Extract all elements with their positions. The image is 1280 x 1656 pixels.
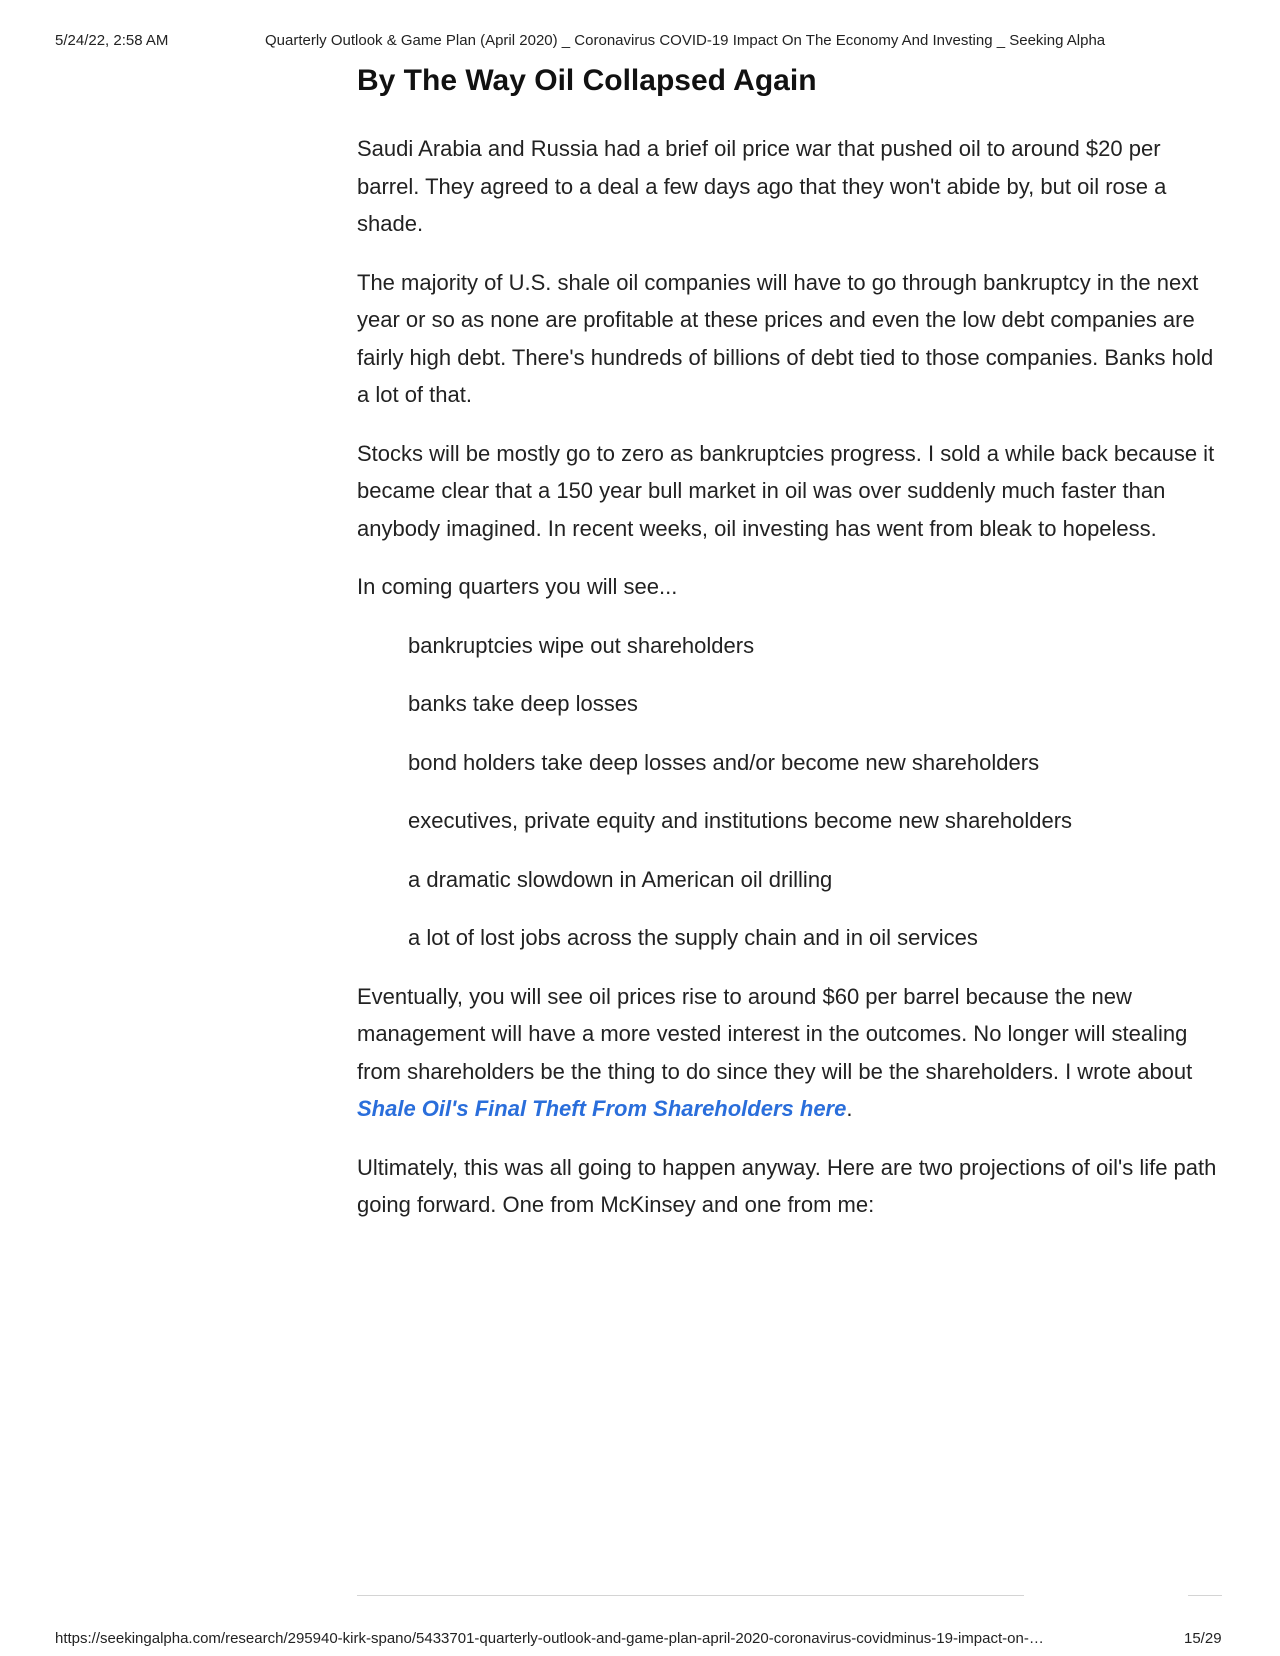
list-item: executives, private equity and institutions become new shareholders <box>408 808 1073 833</box>
list-item: bond holders take deep losses and/or become new shareholders <box>408 749 1040 775</box>
footer-divider-short <box>1188 1595 1222 1596</box>
list-item: banks take deep losses <box>408 691 638 716</box>
list-item: a dramatic slowdown in American oil drilling <box>408 866 833 892</box>
paragraph-eventually <box>357 978 1227 1128</box>
list-item: bankruptcies wipe out shareholders <box>408 632 755 658</box>
section-heading: By The Way Oil Collapsed Again <box>357 64 817 97</box>
article-body <box>357 58 1227 1245</box>
paragraph-shale-bankruptcy: The majority of U.S. shale oil companies will have to go through bankruptcy in the next year or so as none are profitable at these prices and even the low debt companies are fairly high debt. There's hundreds of billions of debt tied to those companies. Banks hold a lot of that. <box>357 269 1214 407</box>
shale-oil-theft-link[interactable]: Shale Oil's Final Theft From Shareholders here <box>357 1096 847 1121</box>
footer-divider <box>357 1595 1024 1596</box>
print-header-date: 5/24/22, 2:58 AM <box>55 32 169 49</box>
print-header-title: Quarterly Outlook & Game Plan (April 2020) _ Coronavirus COVID-19 Impact On The Economy And Investing _ Seeking Alpha <box>265 32 1106 49</box>
consequences-list <box>357 627 1227 957</box>
print-footer-url: https://seekingalpha.com/research/295940-kirk-spano/5433701-quarterly-outlook-and-game-plan-april-2020-coronavirus-covidminus-19-impact-on-… <box>55 1630 1044 1647</box>
paragraph-ultimately: Ultimately, this was all going to happen anyway. Here are two projections of oil's life path going forward. One from McKinsey and one from me: <box>357 1154 1217 1217</box>
list-item: a lot of lost jobs across the supply chain and in oil services <box>408 925 978 950</box>
paragraph-stocks-zero: Stocks will be mostly go to zero as bankruptcies progress. I sold a while back because it became clear that a 150 year bull market in oil was over suddenly much faster than anybody imagined. In recent weeks, oil investing has went from bleak to hopeless. <box>357 440 1215 541</box>
paragraph-eventually-end: . <box>846 1096 853 1121</box>
paragraph-coming-quarters: In coming quarters you will see... <box>357 574 678 599</box>
print-footer-page-number: 15/29 <box>1184 1630 1222 1647</box>
paragraph-oil-price-war: Saudi Arabia and Russia had a brief oil price war that pushed oil to around $20 per barrel. They agreed to a deal a few days ago that they won't abide by, but oil rose a shade. <box>357 136 1167 236</box>
paragraph-eventually-text: Eventually, you will see oil prices rise to around $60 per barrel because the new management will have a more vested interest in the outcomes. No longer will stealing from shareholders be the thing to do since they will be the shareholders. I wrote about <box>357 983 1193 1084</box>
